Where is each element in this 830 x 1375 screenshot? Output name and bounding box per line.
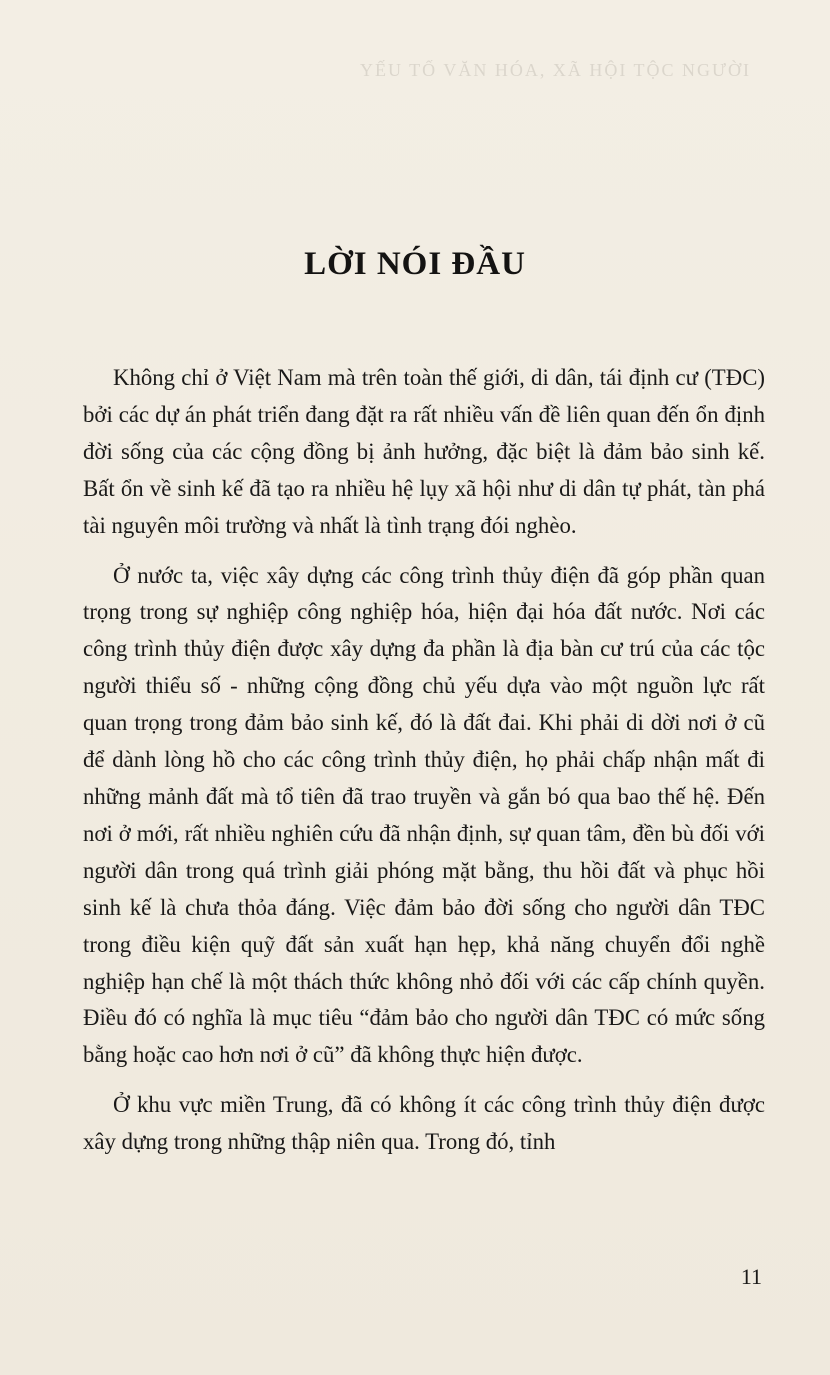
paragraph: Không chỉ ở Việt Nam mà trên toàn thế giới, di dân, tái định cư (TĐC) bởi các dự án phát triển đang đặt ra rất nhiều vấn đề liên quan đến ổn định đời sống của các cộng đồng bị ảnh hưởng, đặc biệt là đảm bảo sinh kế. Bất ổn về sinh kế đã tạo ra nhiều hệ lụy xã hội như di dân tự phát, tàn phá tài nguyên môi trường và nhất là tình trạng đói nghèo. [83,365,765,538]
page-number: 11 [740,1264,762,1289]
body-text [83,360,765,1174]
paragraph: Ở nước ta, việc xây dựng các công trình thủy điện đã góp phần quan trọng trong sự nghiệp công nghiệp hóa, hiện đại hóa đất nước. Nơi các công trình thủy điện được xây dựng đa phần là địa bàn cư trú của các tộc người thiểu số - những cộng đồng chủ yếu dựa vào một nguồn lực rất quan trọng trong đảm bảo sinh kế, đó là đất đai. Khi phải di dời nơi ở cũ để dành lòng hồ cho các công trình thủy điện, họ phải chấp nhận mất đi những mảnh đất mà tổ tiên đã trao truyền và gắn bó qua bao thế hệ. Đến nơi ở mới, rất nhiều nghiên cứu đã nhận định, sự quan tâm, đền bù đối với người dân trong quá trình giải phóng mặt bằng, thu hồi đất và phục hồi sinh kế là chưa thỏa đáng. Việc đảm bảo đời sống cho người dân TĐC trong điều kiện quỹ đất sản xuất hạn hẹp, khả năng chuyển đổi nghề nghiệp hạn chế là một thách thức không nhỏ đối với các cấp chính quyền. Điều đó có nghĩa là mục tiêu “đảm bảo cho người dân TĐC có mức sống bằng hoặc cao hơn nơi ở cũ” đã không thực hiện được. [83,562,765,1068]
paragraph: Ở khu vực miền Trung, đã có không ít các công trình thủy điện được xây dựng trong những thập niên qua. Trong đó, tỉnh [83,1092,765,1155]
page-title: LỜI NÓI ĐẦU [304,246,526,282]
running-head: YẾU TỐ VĂN HÓA, XÃ HỘI TỘC NGƯỜI [360,60,751,80]
